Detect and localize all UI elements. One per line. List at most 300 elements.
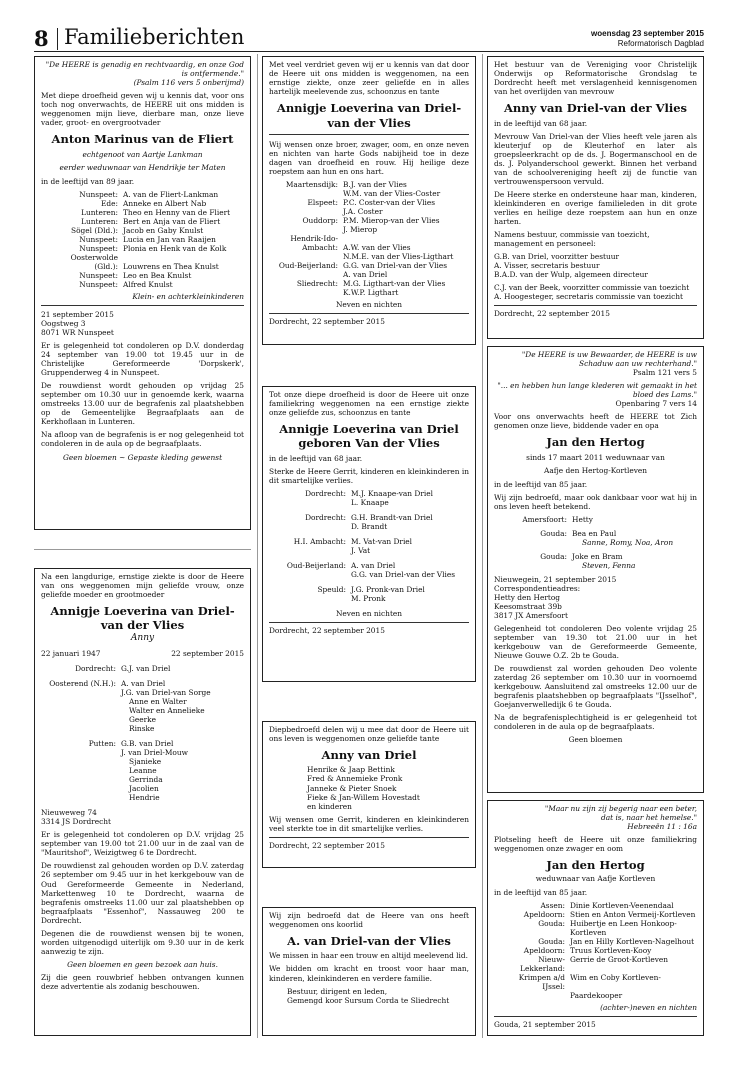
- ad4-family-group: [269, 513, 469, 531]
- header-rule: [34, 51, 704, 52]
- ad8-family-place: [494, 928, 570, 937]
- ad5-address-line: Hetty den Hertog: [494, 593, 560, 602]
- ad3-signoff: Dordrecht, 22 september 2015: [494, 309, 610, 319]
- ad5-age: in de leeftijd van 85 jaar.: [494, 479, 588, 489]
- ad2-signoff: Dordrecht, 22 september 2015: [269, 317, 385, 327]
- ad9-signer: Bestuur, dirigent en leden,: [287, 986, 388, 996]
- ad1-family-place: Sögel (Dld.):: [71, 225, 118, 235]
- ad8-family-names: Jan en Hilly Kortleven-Nagelhout: [570, 936, 695, 946]
- ad2-family-row: [269, 270, 469, 279]
- ad2-divider: [269, 134, 469, 135]
- ad2-family-names: B.J. van der Vlies: [343, 180, 407, 189]
- ad2-family-row: [269, 243, 469, 252]
- ad6-condolence: Er is gelegenheid tot condoleren op D.V. vrijdag 25 september van 19.00 tot 21.00 uur in de zaal van de "Mauritshof", Weizigtweg 6 te Dordrecht.: [41, 830, 244, 858]
- ad3-supervisory-signers: [494, 283, 697, 301]
- ad4-deceased-name: Annigje Loeverina van Driel geboren Van der Vlies: [279, 422, 459, 451]
- ad2-family-place: Hendrik-Ido-: [290, 234, 338, 244]
- ad1-family-names: Louwrens en Thea Knulst: [123, 261, 219, 271]
- ad4-family-names: L. Knaape: [351, 497, 389, 507]
- obituary-jan-den-hertog-family: [487, 800, 704, 1036]
- ad2-family-row: [269, 207, 469, 216]
- ad5-family-list: [494, 515, 697, 570]
- ad7-signoff: Dordrecht, 22 september 2015: [269, 840, 385, 850]
- ad1-verse: "De HEERE is genadig en rechtvaardig, en onze God is ontfermende.": [45, 60, 244, 79]
- ad2-divider-2: [269, 313, 469, 314]
- ad8-age: in de leeftijd van 85 jaar.: [494, 887, 588, 897]
- ad4-family-names: A. van Driel: [351, 561, 396, 571]
- obituary-anny-van-driel: [262, 721, 476, 868]
- ad6-family-name: Sjanieke: [129, 757, 162, 767]
- ad6-family-place: [41, 757, 121, 766]
- ad2-family-names: J. Mierop: [343, 225, 378, 235]
- ad6-address: [41, 808, 244, 826]
- ad4-family-names: G.H. Brandt-van Driel: [351, 513, 433, 522]
- ad6-family-place: Dordrecht:: [75, 663, 116, 673]
- ad4-family-list: [269, 489, 469, 603]
- ad6-address-line: Nieuweweg 74: [41, 808, 97, 818]
- ad8-divider: [494, 1016, 697, 1017]
- ad3-career: Mevrouw Van Driel-van der Vlies heeft vele jaren als kleuterjuf op de Kleuterhof en later als groepsleerkracht op de ds. J. Bogermanschool en de ds. J. Polyanderschool gewerkt. Binnen het verband van de schoolvereniging heeft zij de functie van vertrouwenspersoon vervuld.: [494, 131, 697, 186]
- ad2-family-row: [269, 252, 469, 261]
- ad6-family-row: [41, 757, 244, 766]
- ad1-address-line: 21 september 2015: [41, 310, 114, 320]
- ad6-family-name: J. van Driel-Mouw: [121, 748, 188, 758]
- ad6-family-name: Gerrinda: [129, 775, 163, 785]
- ad6-family-place: [41, 793, 121, 802]
- ad6-family-name: Walter en Annelieke: [129, 705, 205, 715]
- ad1-address-line: 8071 WR Nunspeet: [41, 328, 114, 338]
- ad1-family-place: Oosterwolde: [70, 252, 118, 262]
- ad6-family-place: [41, 697, 121, 706]
- ad2-family-names: P.M. Mierop-van der Vlies: [343, 216, 440, 226]
- ad2-family-list: [269, 180, 469, 297]
- ad4-signoff: Dordrecht, 22 september 2015: [269, 626, 385, 636]
- ad5-family-row: [494, 552, 697, 561]
- ad8-family-names: Kortleven: [570, 927, 607, 937]
- ad6-family-row: [41, 688, 244, 697]
- ad4-family-row: [269, 489, 469, 498]
- ad1-family-place: Nunspeet:: [79, 234, 118, 244]
- ad1-family-names: Anneke en Albert Nab: [123, 198, 207, 208]
- ad6-closing: Geen bloemen en geen bezoek aan huis.: [67, 959, 218, 969]
- ad6-family-name: Geerke: [129, 715, 157, 724]
- ad5-widower-line: sinds 17 maart 2011 weduwnaar van: [526, 452, 665, 462]
- ad4-family-names: J.G. Pronk-van Driel: [351, 585, 425, 595]
- ad6-died: 22 september 2015: [171, 648, 244, 658]
- ad2-family-names: A. van Driel: [343, 270, 388, 280]
- ad6-family-place: [41, 688, 121, 697]
- obituary-school-association: [487, 56, 704, 339]
- ad2-family-place: [269, 288, 343, 297]
- ad2-family-row: [269, 261, 469, 270]
- ad1-family-list: [41, 190, 244, 289]
- ad6-family-place: [41, 784, 121, 793]
- header-separator: [57, 28, 58, 50]
- ad8-intro: Plotseling heeft de Heere uit onze familiekring weggenomen onze zwager en oom: [494, 835, 697, 854]
- ad5-verse2: "... en hebben hun lange klederen wit gemaakt in het bloed des Lams.": [497, 381, 697, 400]
- ad6-family-group: [41, 739, 244, 802]
- ad6-family-row: [41, 664, 244, 673]
- ad2-wish: Wij wensen onze broer, zwager, oom, en onze neven en nichten van harte Gods nabijheid toe in deze dagen van droefheid en rouw. Hij heilige deze roepstem aan hun en ons hart.: [269, 139, 469, 176]
- ad7-family-member: Janneke & Pieter Snoek: [307, 783, 397, 793]
- ad4-family-place: [269, 546, 351, 555]
- ad2-family-place: [269, 207, 343, 216]
- ad8-family-names: Paardekooper: [570, 990, 623, 1000]
- ad2-family-place: Oud-Beijerland:: [278, 261, 338, 271]
- ad1-divider: [41, 305, 244, 306]
- ad1-family-row: [41, 217, 244, 226]
- ad5-family-names: Hetty: [572, 514, 593, 524]
- ad8-family-place: Krimpen a/d IJssel:: [518, 972, 565, 991]
- ad4-family-place: Oud-Beijerland:: [286, 561, 346, 571]
- ad1-after-funeral: Na afloop van de begrafenis is er nog gelegenheid tot condoleren in de aula op de begraafplaats.: [41, 430, 244, 449]
- ad6-attendance: Degenen die de rouwdienst wensen bij te wonen, worden uitgenodigd uiterlijk om 9.30 uur in de kerk aanwezig te zijn.: [41, 928, 244, 956]
- ad5-grateful: Wij zijn bedroefd, maar ook dankbaar voor wat hij in ons leven heeft betekend.: [494, 492, 697, 511]
- ad5-verse2-ref: Openbaring 7 vers 14: [615, 399, 697, 409]
- ad7-family-member: en kinderen: [307, 801, 352, 811]
- ad3-board-signers: [494, 252, 697, 279]
- ad4-family-row: [269, 537, 469, 546]
- obituary-van-driel-family: [34, 568, 251, 1036]
- ad4-family-group: [269, 537, 469, 555]
- ad1-closing: Geen bloemen ~ Gepaste kleding gewenst: [62, 452, 223, 462]
- ad6-family-name: J.G. van Driel-van Sorge: [121, 687, 211, 697]
- ad6-family-name: Rinske: [129, 724, 155, 734]
- ad3-wish: De Heere sterke en ondersteune haar man, kinderen, kleinkinderen en overige familieleden in dit grote verlies en heilige deze roepstem aan hun en onze harten.: [494, 189, 697, 226]
- ad6-family-row: [41, 784, 244, 793]
- ad8-family-row: [494, 919, 697, 928]
- ad6-service: De rouwdienst zal gehouden worden op D.V. zaterdag 26 september om 9.45 uur in het kerkgebouw van de Oud Gereformeerde Gemeente in Nederland, Markettenweg 10 te Dordrecht, waarna de begrafenis omstreeks 11.00 uur zal plaatshebben op begraafplaats "Essenhof", Nassauweg 200 te Dordrecht.: [41, 861, 244, 925]
- ad1-verse-ref: (Psalm 116 vers 5 onberijmd): [133, 78, 244, 88]
- ad5-spouse-line: Aafje den Hertog-Kortleven: [543, 465, 648, 475]
- ad2-family-place: [269, 189, 343, 198]
- ad6-family-row: [41, 775, 244, 784]
- ad1-address-line: Oogstweg 3: [41, 319, 86, 329]
- ad4-family-row: [269, 594, 469, 603]
- ad3-signer: G.B. van Driel, voorzitter bestuur: [494, 251, 620, 261]
- ad8-family-row: [494, 955, 697, 973]
- ad1-service: De rouwdienst wordt gehouden op vrijdag 25 september om 10.30 uur in genoemde kerk, waarna omstreeks 13.00 uur de begrafenis zal plaatshebben op de Gemeentelijke Begraafplaats aan de Kerkhoflaan in Lunteren.: [41, 381, 244, 427]
- ad7-family-member: Fred & Annemieke Pronk: [307, 774, 403, 784]
- ad8-signoff: Gouda, 21 september 2015: [494, 1019, 596, 1029]
- ad6-family-place: [41, 775, 121, 784]
- ad8-family-row: [494, 946, 697, 955]
- ad1-family-row: [41, 190, 244, 199]
- ad1-family-names: Lucia en Jan van Raaijen: [123, 234, 216, 244]
- ad6-intro: Na een langdurige, ernstige ziekte is door de Heere van ons weggenomen mijn geliefde vrouw, onze geliefde moeder en grootmoeder: [41, 572, 244, 600]
- ad6-family-place: [41, 748, 121, 757]
- ad5-family-names: Bea en Paul: [572, 528, 617, 538]
- ad4-family-place: [269, 594, 351, 603]
- ad9-signers: [269, 987, 469, 1005]
- ad1-age: in de leeftijd van 89 jaar.: [41, 176, 135, 186]
- ad5-verse1: "De HEERE is uw Bewaarder, de HEERE is uw Schaduw aan uw rechterhand.": [521, 350, 697, 369]
- ad6-family-row: [41, 766, 244, 775]
- ad2-family-names: A.W. van der Vlies: [343, 243, 411, 253]
- ad5-address-line: 3817 JX Amersfoort: [494, 611, 568, 621]
- ad8-family-row: [494, 901, 697, 910]
- ad2-family-names: K.W.P. Ligthart: [343, 288, 399, 298]
- ad1-deceased-name: Anton Marinus van de Fliert: [51, 132, 234, 147]
- ad5-family-group: [494, 552, 697, 570]
- ad2-family-row: [269, 279, 469, 288]
- ad4-family-group: [269, 489, 469, 507]
- ad3-signer: A. Visser, secretaris bestuur: [494, 260, 600, 270]
- ad3-signer: C.J. van der Beek, voorzitter commissie van toezicht: [494, 283, 690, 292]
- ad8-nephews: (achter-)neven en nichten: [600, 1002, 697, 1012]
- ad6-address-line: 3314 JS Dordrecht: [41, 817, 111, 827]
- ad1-intro: Met diepe droefheid geven wij u kennis dat, voor ons toch nog onverwachts, de HEERE uit ons midden is weggenomen mijn lieve, dierbare man, onze lieve vader, groot- en overgrootvader: [41, 91, 244, 128]
- ad1-family-place: Lunteren:: [81, 216, 118, 226]
- ad5-family-place: [494, 538, 572, 547]
- ad5-after-funeral: Na de begrafenisplechtigheid is er gelegenheid tot condoleren in de aula op de begraafplaats.: [494, 713, 697, 732]
- ad4-family-names: M.J. Knaape-van Driel: [351, 488, 433, 498]
- ad1-family-row: [41, 235, 244, 244]
- ad6-family-row: [41, 793, 244, 802]
- ad4-divider: [269, 622, 469, 623]
- ad1-family-names: [123, 253, 244, 262]
- ad2-family-row: [269, 225, 469, 234]
- ad1-family-row: [41, 244, 244, 253]
- ad6-family-place: [41, 766, 121, 775]
- ad2-family-names: G.G. van Driel-van der Vlies: [343, 261, 447, 271]
- page-number: 8: [34, 26, 49, 51]
- ad9-signer: Gemengd koor Sursum Corda te Sliedrecht: [287, 995, 450, 1005]
- ad6-family-name: Jacolien: [129, 784, 159, 794]
- ad8-family-names: Truus Kortleven-Kooy: [570, 945, 652, 955]
- ad5-verse1-ref: Psalm 121 vers 5: [632, 368, 697, 378]
- ad6-family-name: A. van Driel: [121, 678, 166, 688]
- ad5-family-group: [494, 529, 697, 547]
- ad7-wish: Wij wensen ome Gerrit, kinderen en kleinkinderen veel sterkte toe in dit smartelijke verlies.: [269, 814, 469, 833]
- ad3-signer: B.A.D. van der Wulp, algemeen directeur: [494, 269, 648, 279]
- obituary-sursum-corda: [262, 907, 476, 1036]
- ad1-family-place: Ede:: [101, 198, 118, 208]
- ad9-missing: We missen in haar een trouw en altijd meelevend lid.: [269, 951, 468, 961]
- ad4-family-place: Dordrecht:: [305, 488, 346, 498]
- ad4-family-row: [269, 570, 469, 579]
- ad2-family-place: Ambacht:: [302, 243, 338, 253]
- ad5-address-line: Nieuwegein, 21 september 2015: [494, 574, 617, 584]
- ad2-family-row: [269, 288, 469, 297]
- ad8-family-names: Dinie Kortleven-Veenendaal: [570, 900, 674, 910]
- ad8-family-row: [494, 973, 697, 991]
- ad1-family-names: Alfred Knulst: [123, 280, 173, 289]
- ad1-family-names: Plonia en Henk van de Kolk: [123, 243, 227, 253]
- ad8-widower-line: weduwnaar van Aafje Kortleven: [535, 873, 656, 883]
- ad3-signer: A. Hoogesteger, secretaris commissie van toezicht: [494, 292, 684, 302]
- ad6-family-name: Leanne: [129, 766, 157, 776]
- ad1-family-names: Leo en Bea Knulst: [123, 270, 192, 280]
- ad8-family-row: [494, 910, 697, 919]
- ad5-family-place: Gouda:: [540, 528, 567, 538]
- obituary-jan-den-hertog-children: [487, 346, 704, 793]
- ad6-family-row: [41, 724, 244, 733]
- ad2-family-place: [269, 252, 343, 261]
- ad1-family-row: [41, 280, 244, 289]
- ad6-notice: Zij die geen rouwbrief hebben ontvangen kunnen deze advertentie als zodanig beschouwen.: [41, 972, 244, 991]
- ad4-family-names: G.G. van Driel-van der Vlies: [351, 570, 455, 580]
- ad2-intro: Met veel verdriet geven wij er u kennis van dat door de Heere uit ons midden is weggenomen, na een ernstige ziekte, onze zeer geliefde en in alles hartelijk meelevende zus, schoonzus en tante: [269, 60, 469, 97]
- ad3-intro: Het bestuur van de Vereniging voor Christelijk Onderwijs op Reformatorische Grondslag te Dordrecht heeft met verslagenheid kennisgenomen van het overlijden van mevrouw: [494, 60, 697, 97]
- ad4-family-row: [269, 498, 469, 507]
- ad2-family-place: Ouddorp:: [302, 216, 338, 226]
- ad6-family-place: [41, 706, 121, 715]
- ad1-family-names: Jacob en Gaby Knulst: [123, 225, 204, 235]
- ad1-family-place: Nunspeet:: [79, 189, 118, 199]
- ad2-family-names: J.A. Coster: [343, 207, 383, 217]
- ad8-verse: "Maar nu zijn zij begerig naar een beter, dat is, naar het hemelse.": [544, 804, 697, 823]
- ad4-family-names: M. Pronk: [351, 594, 386, 604]
- ad4-family-row: [269, 513, 469, 522]
- ad8-family-place: Apeldoorn:: [523, 945, 565, 955]
- ad5-intro: Voor ons onverwachts heeft de HEERE tot Zich genomen onze lieve, biddende vader en opa: [494, 412, 697, 431]
- ad9-deceased-name: A. van Driel-van der Vlies: [287, 934, 451, 949]
- ad4-intro: Tot onze diepe droefheid is door de Heere uit onze familiekring weggenomen na een ernstige ziekte onze geliefde zus, schoonzus en tante: [269, 390, 469, 418]
- ad5-family-place: Amersfoort:: [522, 514, 567, 524]
- ad6-nickname: Anny: [130, 632, 155, 643]
- ad6-family-place: [41, 724, 121, 733]
- ad1-family-row: [41, 208, 244, 217]
- ad6-family-list: [41, 664, 244, 802]
- ad4-family-group: [269, 561, 469, 579]
- ad8-family-place: Assen:: [540, 900, 565, 910]
- ad2-family-names: W.M. van der Vlies-Coster: [343, 189, 441, 199]
- ad4-family-place: H.I. Ambacht:: [293, 537, 346, 547]
- ad8-family-row: [494, 991, 697, 1000]
- ad2-family-row: [269, 216, 469, 225]
- ad5-family-row: [494, 538, 697, 547]
- ad1-family-place: (Gld.):: [94, 261, 118, 271]
- ad6-family-row: [41, 679, 244, 688]
- ad8-family-row: [494, 937, 697, 946]
- ad1-family-row: [41, 271, 244, 280]
- ad2-family-place: Sliedrecht:: [296, 279, 338, 289]
- ad8-family-place: Apeldoorn:: [523, 909, 565, 919]
- ad5-family-group: [494, 515, 697, 524]
- ad2-family-names: N.M.E. van der Vlies-Ligthart: [343, 252, 454, 262]
- ad2-deceased-name: Annigje Loeverina van Driel-van der Vlies: [276, 101, 462, 130]
- ad1-family-place: Nunspeet:: [79, 270, 118, 280]
- ad5-deceased-name: Jan den Hertog: [546, 435, 645, 450]
- ad1-address: [41, 310, 244, 337]
- ad5-family-row: [494, 515, 697, 524]
- ad5-address-line: Keesomstraat 39b: [494, 602, 562, 612]
- ad5-address-line: Correspondentieadres:: [494, 583, 581, 593]
- ad8-verse-ref: Hebreeën 11 : 16a: [627, 822, 697, 832]
- ad8-family-place: Nieuw-Lekkerland:: [520, 954, 565, 973]
- ad8-family-list: [494, 901, 697, 1000]
- ad1-family-row: [41, 262, 244, 271]
- ad5-family-row: [494, 561, 697, 570]
- ad3-age: in de leeftijd van 68 jaar.: [494, 118, 588, 128]
- ad4-family-place: Speuld:: [317, 585, 346, 595]
- ad6-family-row: [41, 715, 244, 724]
- ad4-family-row: [269, 585, 469, 594]
- ad1-family-row: [41, 199, 244, 208]
- ad4-family-place: [269, 570, 351, 579]
- ad2-family-place: [269, 225, 343, 234]
- ad5-address: [494, 575, 697, 620]
- ad1-spouse-line: echtgenoot van Aartje Lankman: [82, 149, 203, 159]
- ad2-family-row: [269, 180, 469, 189]
- ad3-on-behalf: Namens bestuur, commissie van toezicht, management en personeel:: [494, 229, 650, 248]
- ad5-closing: Geen bloemen: [568, 735, 623, 745]
- ad7-family-member: Fieke & Jan-Willem Hovestadt: [307, 792, 420, 802]
- ad5-family-grandchildren: Steven, Fenna: [582, 560, 636, 570]
- ad1-family-place: Nunspeet:: [79, 243, 118, 253]
- ad6-family-name: Anne en Walter: [129, 696, 187, 706]
- ad2-family-names: [343, 234, 469, 243]
- ad6-family-name: G.J. van Driel: [121, 663, 171, 673]
- ad4-family-group: [269, 585, 469, 603]
- ad3-deceased-name: Anny van Driel-van der Vlies: [503, 101, 688, 116]
- ad5-condolence: Gelegenheid tot condoleren Deo volente vrijdag 25 september van 19.30 tot 21.00 uur in het kerkgebouw van de Gereformeerde Gemeente, Nieuwe Gouwe O.Z. 2b te Gouda.: [494, 624, 697, 661]
- ad6-family-name: G.B. van Driel: [121, 739, 174, 749]
- ad4-family-names: J. Vat: [351, 546, 371, 556]
- ad5-family-place: [494, 561, 572, 570]
- ad1-widower-line: eerder weduwnaar van Hendrikje ter Maten: [59, 162, 226, 172]
- ad6-family-row: [41, 739, 244, 748]
- ad8-family-names: Huibertje en Leen Honkoop-: [570, 918, 677, 928]
- ad4-family-row: [269, 522, 469, 531]
- ad8-family-place: Gouda:: [538, 936, 565, 946]
- ad6-family-row: [41, 706, 244, 715]
- ad6-deceased-name: Annigje Loeverina van Driel-van der Vlies: [50, 604, 235, 633]
- ad8-family-names: Stien en Anton Vermeij-Kortleven: [570, 909, 696, 919]
- ad6-family-group: [41, 679, 244, 733]
- ad7-intro: Diepbedroefd delen wij u mee dat door de Heere uit ons leven is weggenomen onze geliefde tante: [269, 725, 469, 744]
- ad7-family-member: Henrike & Jaap Bettink: [307, 765, 395, 775]
- row-separator-left: [34, 549, 251, 550]
- ad4-family-place: [269, 498, 351, 507]
- ad1-family-place: Nunspeet:: [79, 280, 118, 289]
- ad6-family-place: Putten:: [88, 739, 116, 749]
- ad2-family-place: Maartensdijk:: [285, 180, 338, 189]
- ad6-family-name: Hendrie: [129, 793, 160, 803]
- ad8-family-names: Wim en Coby Kortleven-: [570, 972, 661, 982]
- ad4-family-place: Dordrecht:: [305, 513, 346, 522]
- ad1-family-names: Bert en Anja van de Fliert: [123, 216, 221, 226]
- ad4-family-names: M. Vat-van Driel: [351, 537, 413, 547]
- ad5-service: De rouwdienst zal worden gehouden Deo volente zaterdag 26 september om 10.30 uur in voornoemd kerkgebouw. Aansluitend zal omstreeks 12.00 uur de begrafenis plaatshebben op begraafplaats "IJsselhof", Goejanverwelledijk 6 te Gouda.: [494, 664, 697, 710]
- header-paper: Reformatorisch Dagblad: [617, 38, 704, 48]
- ad9-intro: Wij zijn bedroefd dat de Heere van ons heeft weggenomen ons koorlid: [269, 911, 469, 930]
- ad2-family-place: Elspeet:: [307, 198, 338, 208]
- section-title: Familieberichten: [64, 25, 245, 49]
- ad6-family-group: [41, 664, 244, 673]
- ad4-family-names: D. Brandt: [351, 522, 388, 532]
- ad2-family-row: [269, 234, 469, 243]
- ad1-family-row: [41, 226, 244, 235]
- ad6-born: 22 januari 1947: [41, 648, 101, 658]
- ad7-family-list: [269, 765, 469, 810]
- column-separator-2: [482, 54, 483, 1038]
- obituary-van-driel-geboren: [262, 386, 476, 682]
- obituary-van-de-fliert: [34, 56, 251, 530]
- ad3-divider: [494, 305, 697, 306]
- ad1-family-row: [41, 253, 244, 262]
- ad6-dates: [41, 649, 244, 658]
- ad4-family-row: [269, 561, 469, 570]
- ad6-family-row: [41, 748, 244, 757]
- obituary-van-der-vlies-siblings: [262, 56, 476, 345]
- ad2-family-place: [269, 270, 343, 279]
- ad4-wish: Sterke de Heere Gerrit, kinderen en kleinkinderen in dit smartelijke verlies.: [269, 466, 469, 485]
- ad2-family-row: [269, 198, 469, 207]
- ad9-prayer: We bidden om kracht en troost voor haar man, kinderen, kleinkinderen en verdere familie.: [269, 964, 469, 983]
- ad2-family-row: [269, 189, 469, 198]
